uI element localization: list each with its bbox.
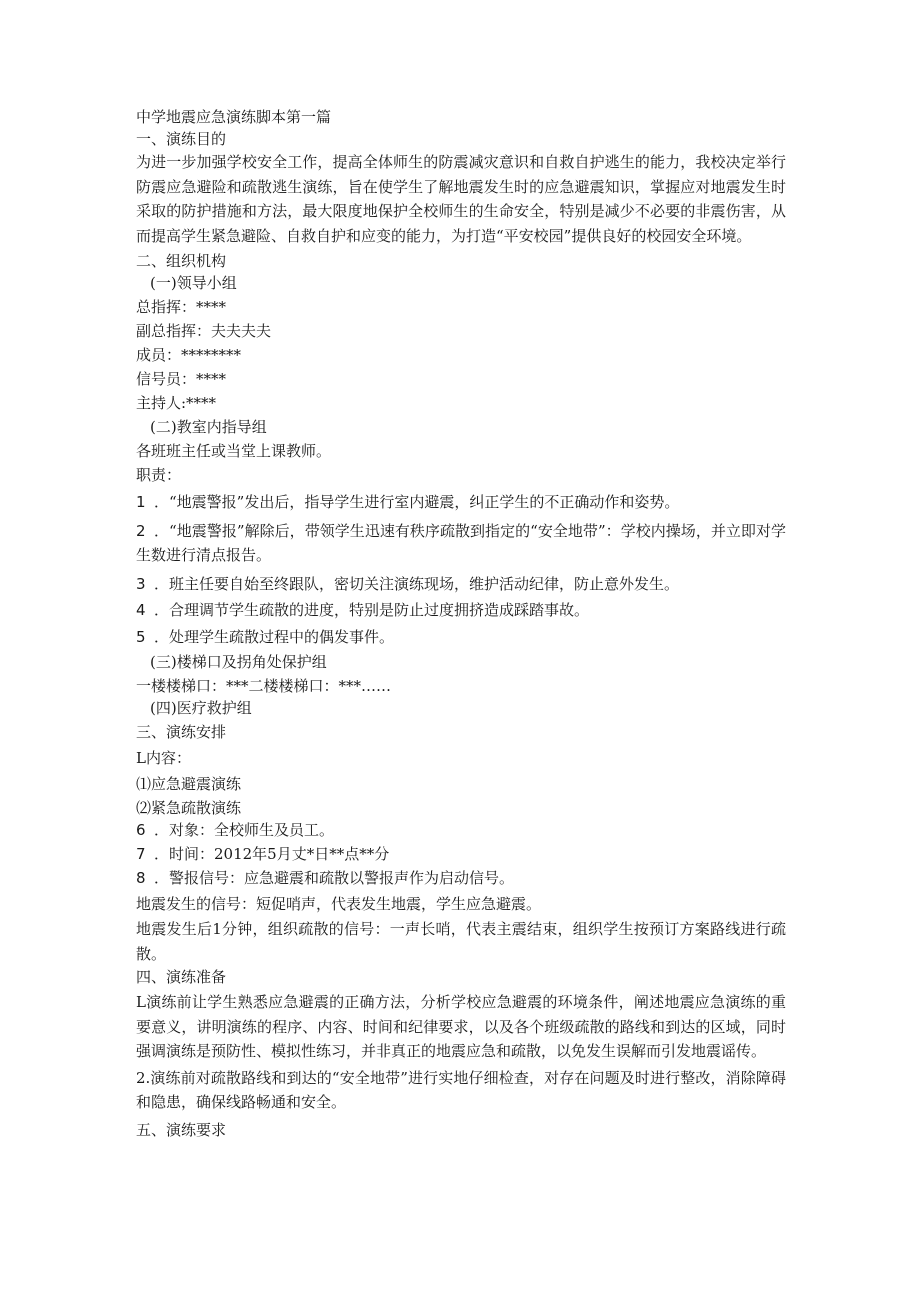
section-heading-arrangement: 三、演练安排	[136, 723, 227, 741]
duty-text: ．处理学生疏散过程中的偶发事件。	[154, 627, 395, 646]
duty-item	[136, 598, 786, 623]
document-title: 中学地震应急演练脚本第一篇	[136, 108, 332, 126]
content-label: L内容：	[136, 749, 191, 767]
arrangement-text: ．警报信号：应急避震和疏散以警报声作为启动信号。	[154, 869, 515, 887]
section-heading-requirements: 五、演练要求	[136, 1120, 227, 1139]
duties-label: 职责：	[136, 466, 182, 484]
subsection-heading-stairs: (三)楼梯口及拐角处保护组	[150, 653, 327, 671]
section-heading-organization: 二、组织机构	[136, 252, 227, 270]
commander-line: 总指挥：****	[136, 298, 227, 316]
section-heading-purpose: 一、演练目的	[136, 130, 227, 148]
arrangement-text: ．对象：全校师生及员工。	[154, 821, 335, 839]
subsection-heading-leadership: (一)领导小组	[150, 274, 237, 292]
duty-item	[136, 572, 786, 597]
section-heading-preparation: 四、演练准备	[136, 968, 227, 986]
arrangement-number: 8	[136, 869, 146, 887]
duty-text: ．“地震警报”解除后，带领学生迅速有秩序疏散到指定的“安全地带”：学校内操场，并立即对学生数进行清点报告。	[136, 521, 786, 564]
preparation-paragraph: L演练前让学生熟悉应急避震的正确方法，分析学校应急避震的环境条件，阐述地震应急演练的重要意义，讲明演练的程序、内容、时间和纪律要求，以及各个班级疏散的路线和到达的区域，同时强调演练是预防性、模拟性练习，并非真正的地震应急和疏散，以免发生误解而引发地震谣传。	[136, 993, 786, 1060]
duty-number: 1	[136, 493, 146, 511]
host-line: 主持人:****	[136, 394, 217, 412]
stairs-group-desc: 一楼楼梯口：***二楼楼梯口：***……	[136, 677, 392, 695]
content-item: ⑴应急避震演练	[136, 775, 242, 793]
signal-line: 地震发生的信号：短促哨声，代表发生地震，学生应急避震。	[136, 895, 542, 913]
duty-text: ．合理调节学生疏散的进度，特别是防止过度拥挤造成踩踏事故。	[154, 601, 590, 619]
duty-number: 4	[136, 601, 146, 619]
duty-item	[136, 519, 786, 568]
subsection-heading-medical: (四)医疗救护组	[150, 699, 252, 717]
arrangement-text: ．时间：2012年5月丈*日**点**分	[154, 845, 390, 863]
purpose-paragraph: 为进一步加强学校安全工作，提高全体师生的防震减灾意识和自救自护逃生的能力，我校决定举行防震应急避险和疏散逃生演练，旨在使学生了解地震发生时的应急避震知识，掌握应对地震发生时采取的防护措施和方法，最大限度地保护全校师生的生命安全，特别是减少不必要的非震伤害，从而提高学生紧急避险、自救自护和应变的能力，为打造“平安校园”提供良好的校园安全环境。	[136, 153, 786, 245]
document-body	[136, 106, 786, 1141]
preparation-paragraph: 2.演练前对疏散路线和到达的“安全地带”进行实地仔细检查，对存在问题及时进行整改，消除障碍和隐患，确保线路畅通和安全。	[136, 1068, 786, 1111]
subsection-heading-classroom: (二)教室内指导组	[150, 418, 267, 436]
duty-text: ．“地震警报”发出后，指导学生进行室内避震，纠正学生的不正确动作和姿势。	[154, 493, 680, 511]
duty-item	[136, 625, 786, 650]
deputy-commander-line: 副总指挥：夫夫夫夫	[136, 322, 272, 340]
arrangement-number: 7	[136, 845, 146, 863]
classroom-group-desc: 各班班主任或当堂上课教师。	[136, 442, 332, 460]
duty-number: 5	[136, 627, 146, 646]
duty-number: 2	[136, 521, 146, 540]
duty-item	[136, 490, 786, 515]
signaler-line: 信号员：****	[136, 370, 227, 388]
members-line: 成员：********	[136, 346, 242, 364]
duty-text: ．班主任要自始至终跟队，密切关注演练现场，维护活动纪律，防止意外发生。	[154, 574, 680, 593]
arrangement-item	[136, 867, 786, 889]
signal-line: 地震发生后1分钟，组织疏散的信号：一声长哨，代表主震结束，组织学生按预订方案路线进行疏散。	[136, 920, 786, 963]
content-item: ⑵紧急疏散演练	[136, 799, 242, 817]
arrangement-item	[136, 819, 786, 841]
arrangement-number: 6	[136, 821, 146, 839]
duty-number: 3	[136, 574, 146, 593]
arrangement-item	[136, 843, 786, 865]
